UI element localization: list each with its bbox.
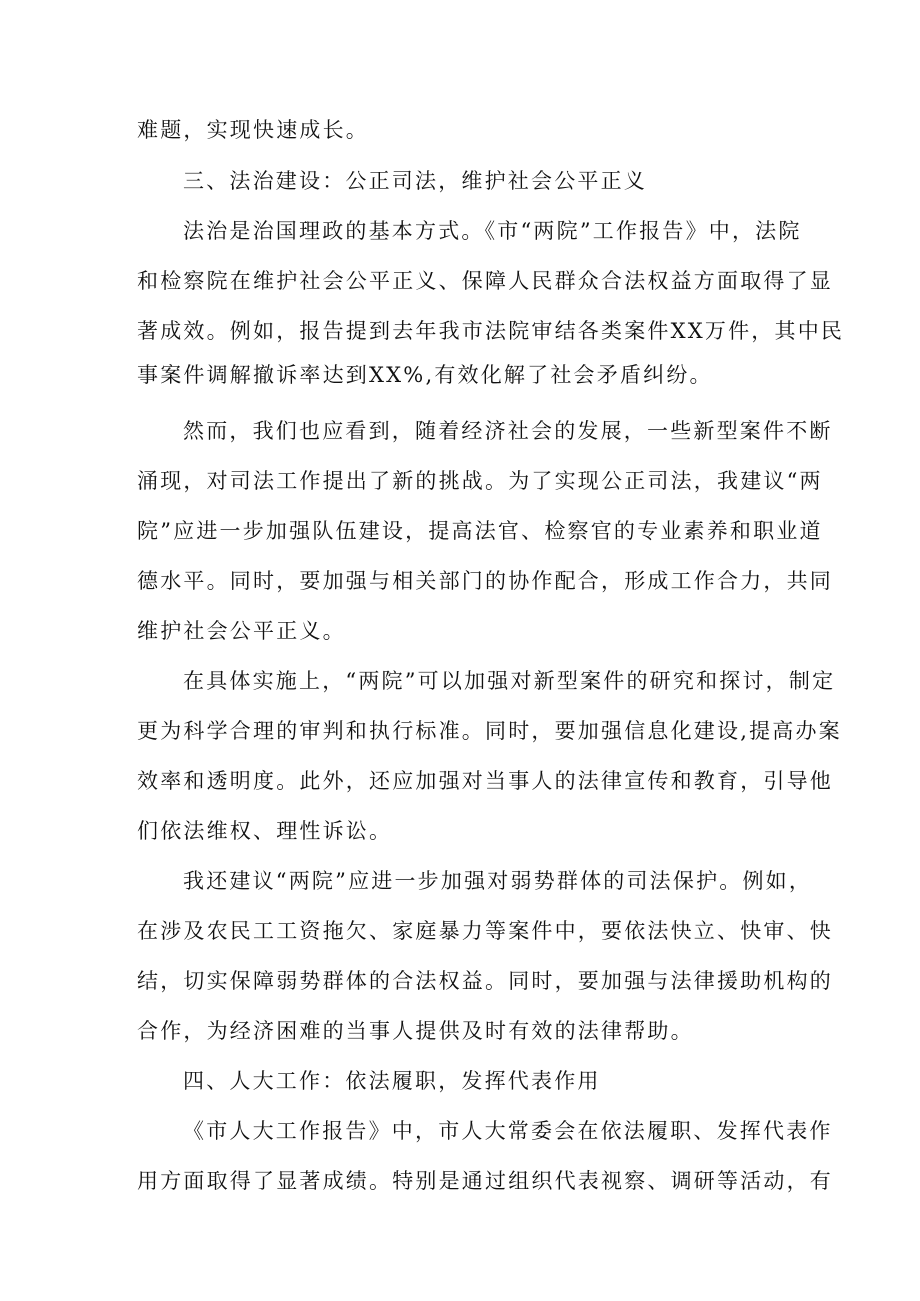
body-line: 在具体实施上，“两院”可以加强对新型案件的研究和探讨，制定 <box>183 669 836 693</box>
body-line: 更为科学合理的审判和执行标准。同时，要加强信息化建设,提高办案 <box>137 719 842 743</box>
body-line: 难题，实现快速成长。 <box>137 118 369 142</box>
body-line: 效率和透明度。此外，还应加强对当事人的法律宣传和教育，引导他 <box>137 769 833 793</box>
section-heading: 四、人大工作：依法履职，发挥代表作用 <box>183 1069 601 1093</box>
body-line: 事案件调解撤诉率达到XX%,有效化解了社会矛盾纠纷。 <box>137 363 713 387</box>
section-heading: 三、法治建设：公正司法，维护社会公平正义 <box>183 169 647 193</box>
body-line: 结，切实保障弱势群体的合法权益。同时，要加强与法律援助机构的 <box>137 969 833 993</box>
body-line: 维护社会公平正义。 <box>137 619 346 643</box>
body-line: 然而，我们也应看到，随着经济社会的发展，一些新型案件不断 <box>183 419 833 443</box>
body-line: 用方面取得了显著成绩。特别是通过组织代表视察、调研等活动，有 <box>137 1169 833 1193</box>
body-line: 们依法维权、理性诉讼。 <box>137 819 393 843</box>
body-line: 德水平。同时，要加强与相关部门的协作配合，形成工作合力，共同 <box>137 569 833 593</box>
body-line: 著成效。例如，报告提到去年我市法院审结各类案件XX万件，其中民 <box>137 319 845 343</box>
body-line: 合作，为经济困难的当事人提供及时有效的法律帮助。 <box>137 1019 694 1043</box>
body-line: 和检察院在维护社会公平正义、保障人民群众合法权益方面取得了显 <box>137 269 833 293</box>
body-line: 涌现，对司法工作提出了新的挑战。为了实现公正司法，我建议“两 <box>137 469 823 493</box>
body-line: 在涉及农民工工资拖欠、家庭暴力等案件中，要依法快立、快审、快 <box>137 919 833 943</box>
body-line: 院”应进一步加强队伍建设，提高法官、检察官的专业素养和职业道 <box>137 519 823 543</box>
body-line: 我还建议“两院”应进一步加强对弱势群体的司法保护。例如， <box>183 869 813 893</box>
body-line: 《市人大工作报告》中，市人大常委会在依法履职、发挥代表作 <box>183 1119 833 1143</box>
body-line: 法治是治国理政的基本方式。《市“两院”工作报告》中，法院 <box>183 219 802 243</box>
